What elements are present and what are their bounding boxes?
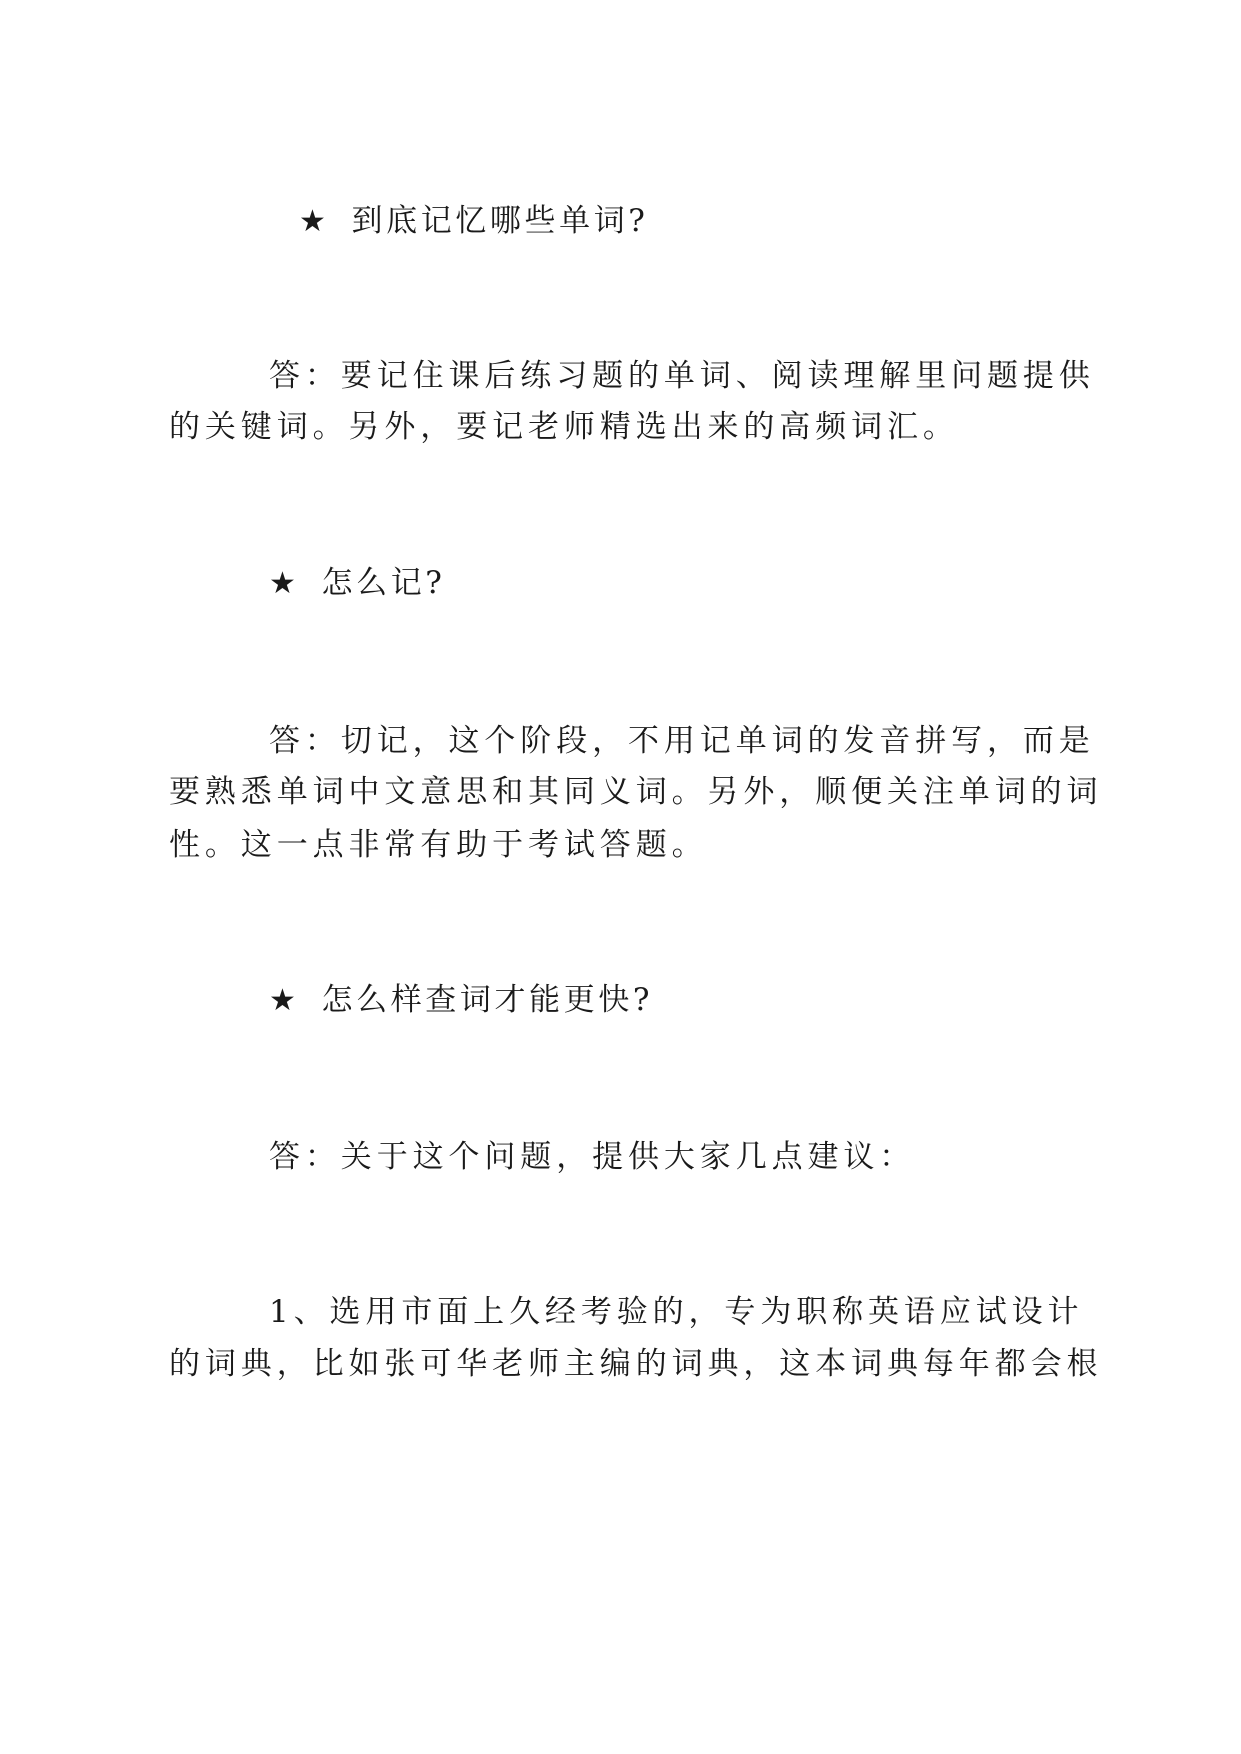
heading-text: 到底记忆哪些单词? <box>351 203 649 239</box>
star-icon: ★ <box>269 983 300 1018</box>
heading-text: 怎么样查词才能更快? <box>321 982 654 1018</box>
section-1-answer-line-1: 答：要记住课后练习题的单词、阅读理解里问题提供 <box>269 358 1095 394</box>
star-icon: ★ <box>299 204 330 239</box>
section-3-answer-line-1: 答：关于这个问题，提供大家几点建议： <box>269 1139 916 1175</box>
heading-text: 怎么记? <box>321 565 446 601</box>
section-3-heading <box>269 970 1039 1031</box>
tip-1-line-2: 的词典，比如张可华老师主编的词典，这本词典每年都会根 <box>169 1346 1103 1382</box>
section-2-answer-line-3: 性。这一点非常有助于考试答题。 <box>169 827 708 863</box>
section-1-heading <box>299 191 1069 252</box>
star-icon: ★ <box>269 566 300 601</box>
tip-1-line-1: 1、选用市面上久经考验的，专为职称英语应试设计 <box>269 1294 1084 1330</box>
section-1-answer-line-2: 的关键词。另外，要记老师精选出来的高频词汇。 <box>169 409 959 445</box>
section-2-heading <box>269 553 1039 614</box>
section-2-answer-line-1: 答：切记，这个阶段，不用记单词的发音拼写，而是 <box>269 723 1095 759</box>
section-2-answer-line-2: 要熟悉单词中文意思和其同义词。另外，顺便关注单词的词 <box>169 774 1103 810</box>
